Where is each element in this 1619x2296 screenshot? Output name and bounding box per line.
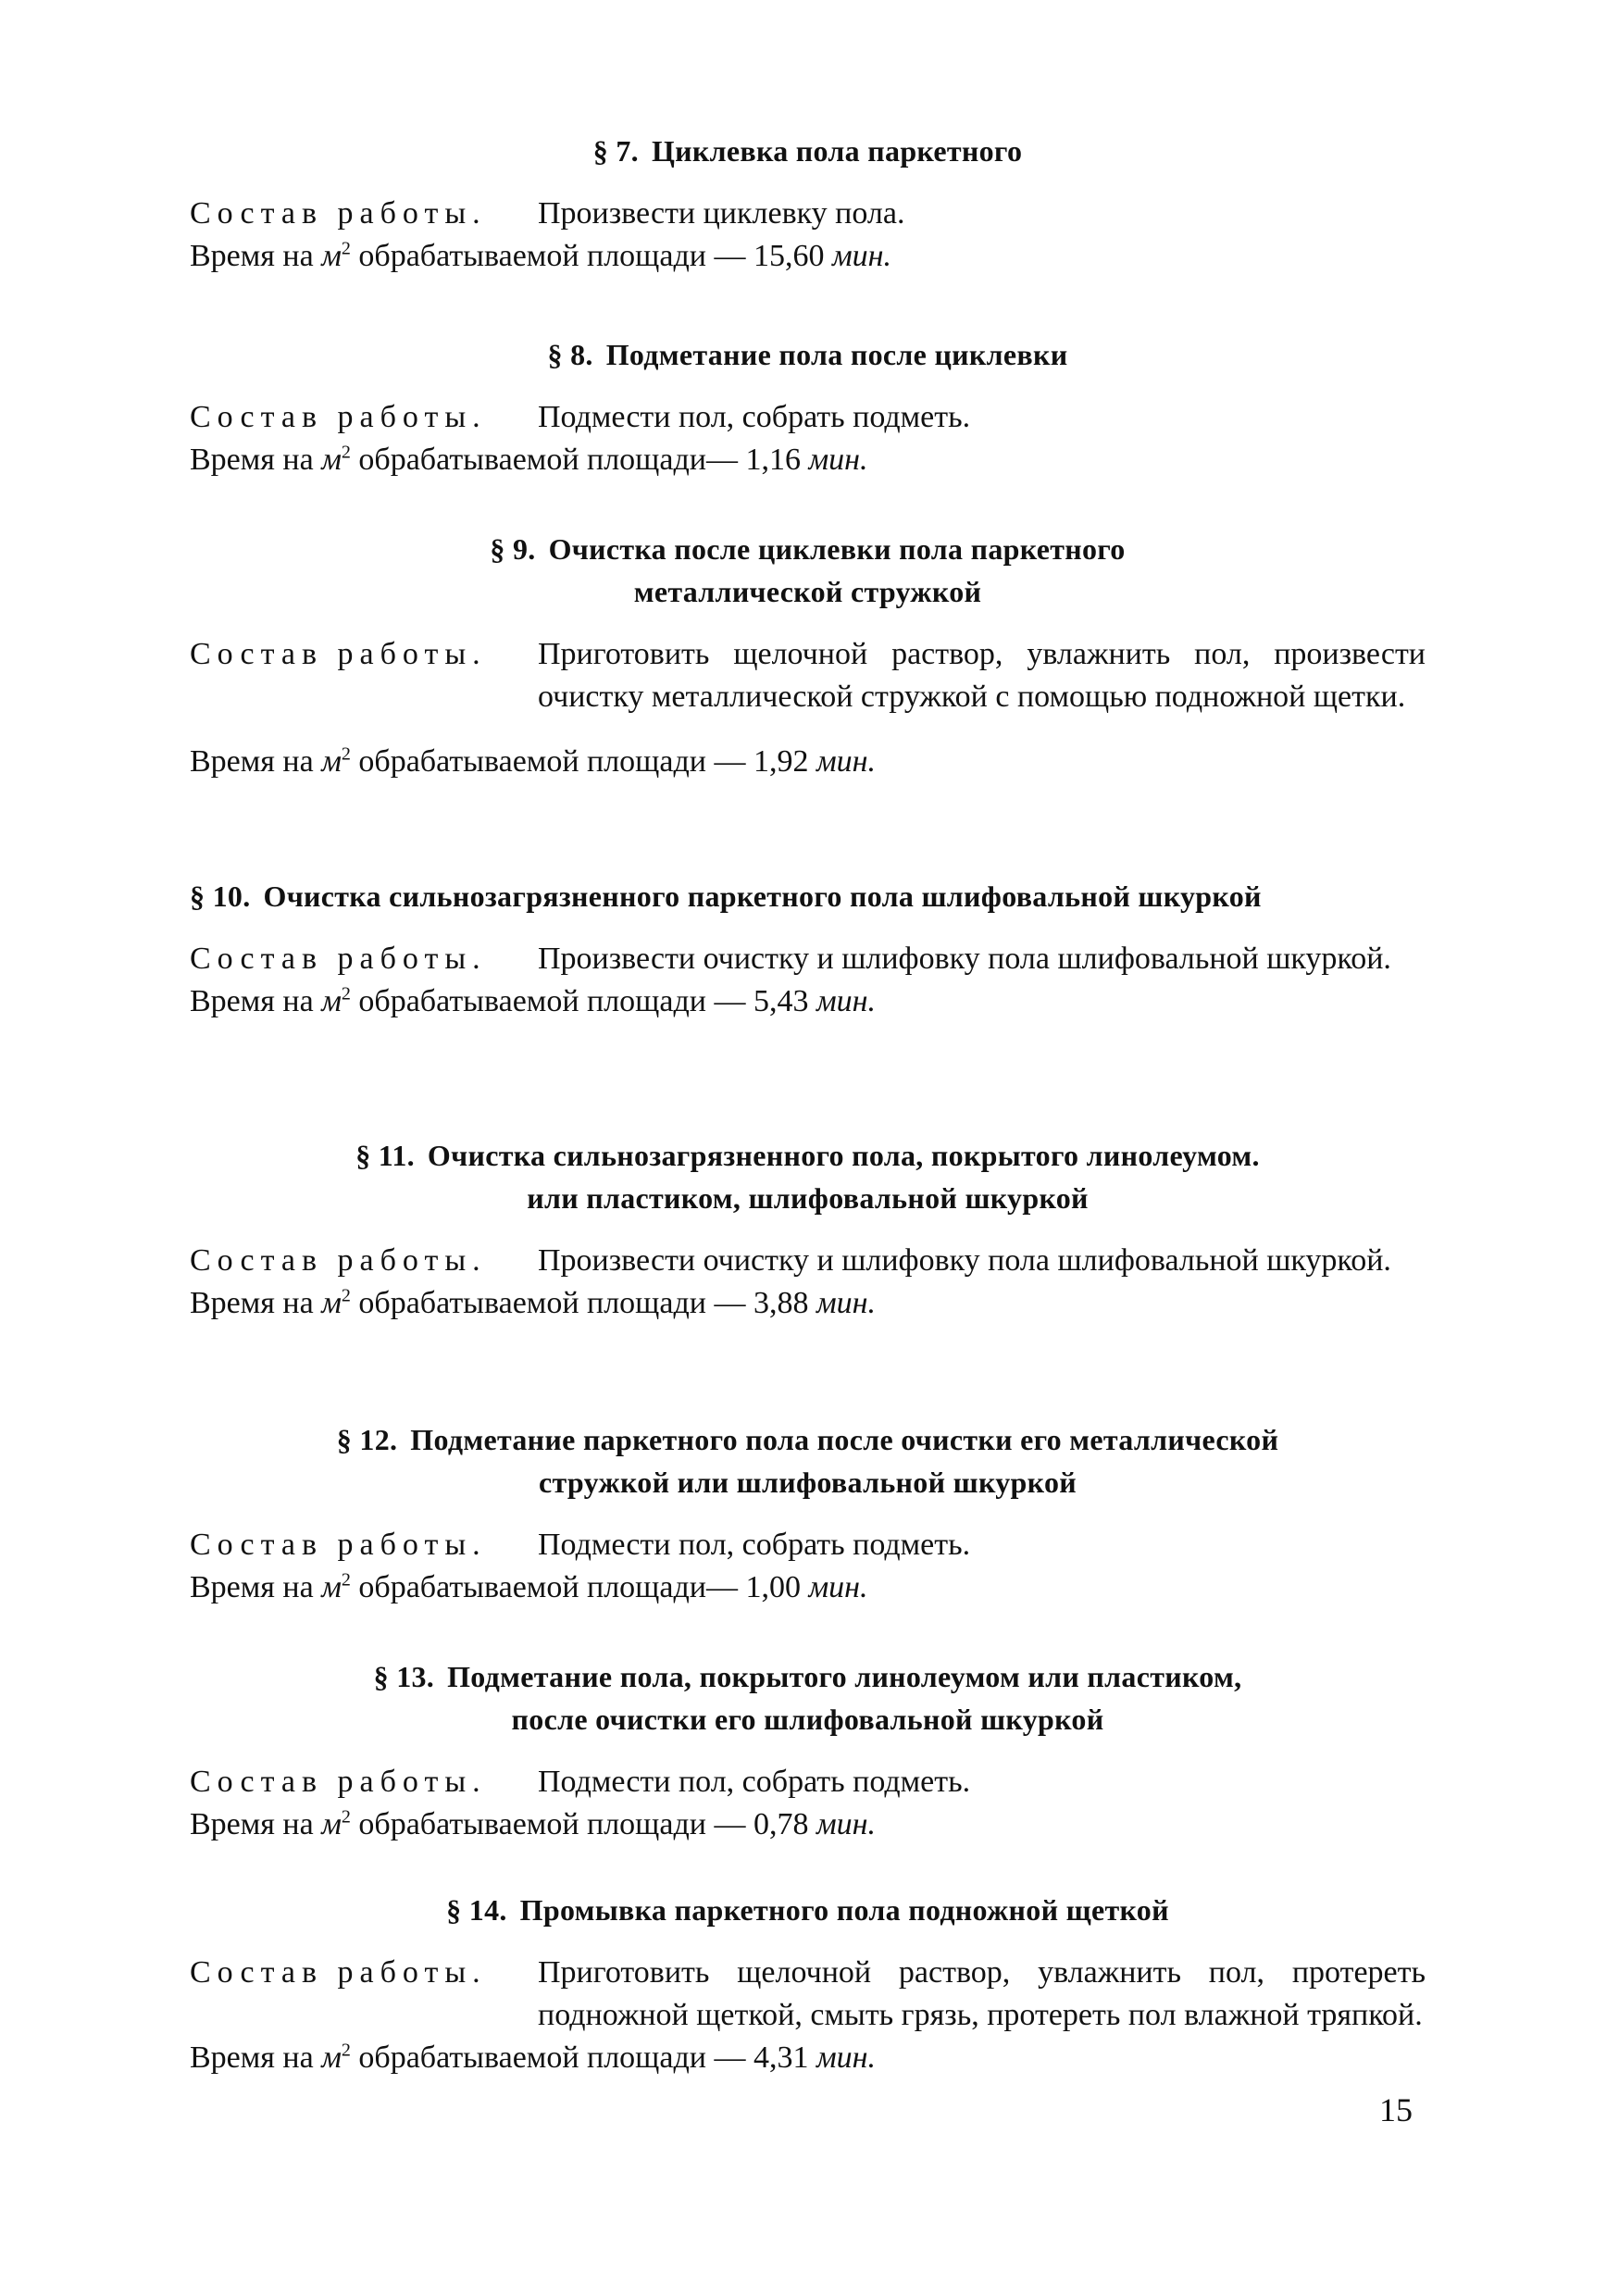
section-7 xyxy=(190,130,1426,278)
work-composition xyxy=(190,938,1426,980)
composition-text: Подмести пол, собрать подметь. xyxy=(538,1765,971,1799)
section-12 xyxy=(190,1418,1426,1609)
composition-label: Состав работы. xyxy=(190,637,487,671)
time-norm: Время на $м^2$ обрабатываемой площади — 0,78 мин. xyxy=(190,1806,877,1841)
composition-text: Приготовить щелочной раствор, увлажнить пол, протереть подножной щеткой, смыть грязь, протереть пол влажной тряпкой. xyxy=(538,1955,1426,2032)
composition-text: Произвести очистку и шлифовку пола шлифовальной шкуркой. xyxy=(538,1243,1391,1278)
section-10 xyxy=(190,875,1426,1023)
composition-text: Произвести очистку и шлифовку пола шлифовальной шкуркой. xyxy=(538,942,1391,976)
work-composition xyxy=(190,1524,1426,1566)
time-norm: Время на $м^2$ обрабатываемой площади — 5,43 мин. xyxy=(190,983,877,1018)
time-norm: Время на $м^2$ обрабатываемой площади — 3,88 мин. xyxy=(190,1285,877,1320)
section-11 xyxy=(190,1134,1426,1325)
section-heading: § 13. Подметание пола, покрытого линолеумом или пластиком, после очистки его шлифовальной шкуркой xyxy=(373,1660,1242,1736)
work-composition xyxy=(190,1240,1426,1282)
section-heading: § 12. Подметание паркетного пола после очистки его металлической стружкой или шлифовальной шкуркой xyxy=(336,1423,1279,1499)
composition-label: Состав работы. xyxy=(190,942,487,976)
work-composition xyxy=(190,396,1426,439)
work-composition xyxy=(190,1761,1426,1803)
time-norm: Время на $м^2$ обрабатываемой площади — 1,92 мин. xyxy=(190,743,877,779)
section-heading: § 9. Очистка после циклевки пола паркетного металлической стружкой xyxy=(490,532,1126,608)
composition-text: Произвести циклевку пола. xyxy=(538,196,905,231)
time-norm: Время на $м^2$ обрабатываемой площади — 15,60 мин. xyxy=(190,238,892,273)
work-composition xyxy=(190,633,1426,718)
composition-text: Приготовить щелочной раствор, увлажнить пол, произвести очистку металлической стружкой с помощью подножной щетки. xyxy=(538,637,1426,714)
time-norm: Время на $м^2$ обрабатываемой площади — 4,31 мин. xyxy=(190,2040,877,2075)
composition-label: Состав работы. xyxy=(190,1765,487,1799)
page-number: 15 xyxy=(1379,2091,1413,2128)
section-14 xyxy=(190,1889,1426,2079)
composition-label: Состав работы. xyxy=(190,1528,487,1562)
section-heading: § 14. Промывка паркетного пола подножной щеткой xyxy=(446,1893,1169,1927)
work-composition xyxy=(190,1952,1426,2037)
composition-label: Состав работы. xyxy=(190,400,487,434)
time-norm: Время на $м^2$ обрабатываемой площади— 1,00 мин. xyxy=(190,1569,868,1604)
section-9 xyxy=(190,528,1426,783)
section-heading: § 11. Очистка сильнозагрязненного пола, покрытого линолеумом. или пластиком, шлифовальной шкуркой xyxy=(355,1139,1260,1215)
time-norm: Время на $м^2$ обрабатываемой площади— 1,16 мин. xyxy=(190,442,868,477)
section-heading: § 8. Подметание пола после циклевки xyxy=(547,338,1068,371)
composition-text: Подмести пол, собрать подметь. xyxy=(538,400,971,434)
work-composition xyxy=(190,193,1426,235)
section-8 xyxy=(190,333,1426,481)
composition-text: Подмести пол, собрать подметь. xyxy=(538,1528,971,1562)
composition-label: Состав работы. xyxy=(190,1955,487,1990)
section-heading: § 7. Циклевка пола паркетного xyxy=(592,134,1023,168)
section-13 xyxy=(190,1655,1426,1846)
composition-label: Состав работы. xyxy=(190,196,487,231)
section-heading: § 10. Очистка сильнозагрязненного паркетного пола шлифовальной шкуркой xyxy=(190,880,1262,913)
composition-label: Состав работы. xyxy=(190,1243,487,1278)
